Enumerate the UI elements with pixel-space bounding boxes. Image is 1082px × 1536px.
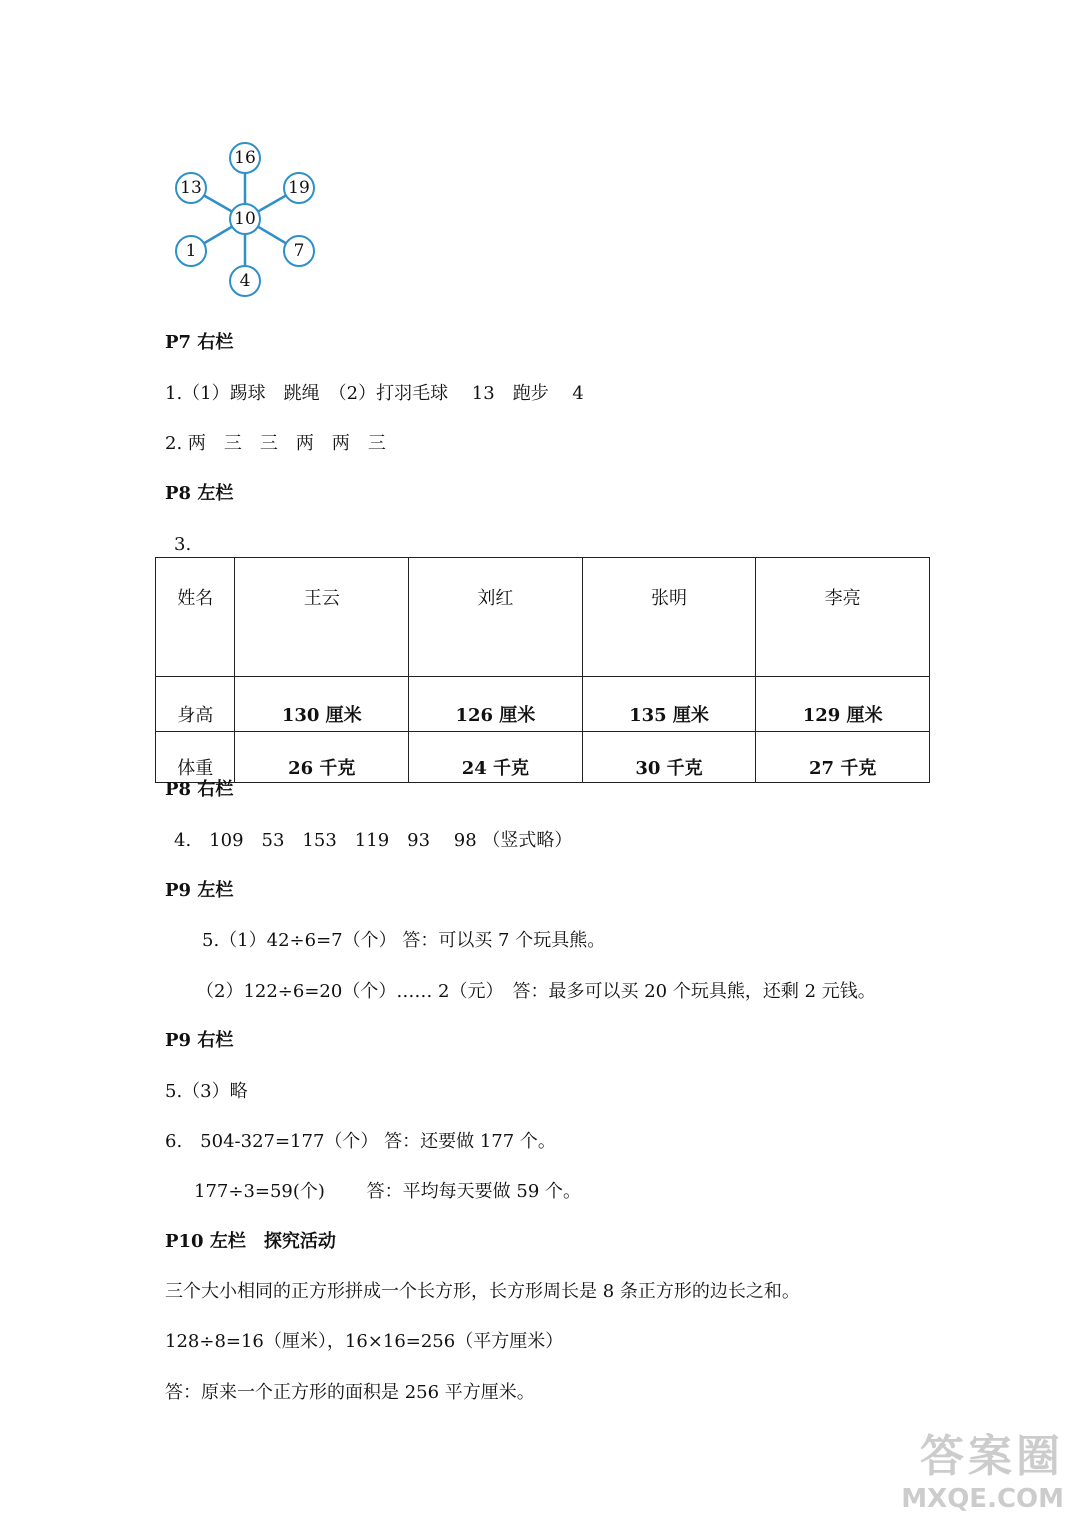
- table-cell: 27 千克: [756, 732, 930, 783]
- outer-node: [230, 143, 260, 173]
- outer-node: [230, 266, 260, 296]
- watermark-url: MXQE.COM: [901, 1484, 1064, 1514]
- answer-line: 2. 两 三 三 两 两 三: [165, 433, 386, 454]
- table-cell: 26 千克: [235, 732, 409, 783]
- outer-node: [176, 173, 206, 203]
- outer-node: [284, 236, 314, 266]
- answer-line: 4. 109 53 153 119 93 98 （竖式略）: [174, 830, 573, 851]
- svg-text:13: 13: [180, 178, 202, 198]
- table-header-cell: 张明: [582, 558, 756, 677]
- table-cell: 130 厘米: [235, 677, 409, 732]
- question-label: 3.: [174, 534, 192, 555]
- svg-text:19: 19: [288, 178, 310, 198]
- answer-line: 128÷8=16（厘米），16×16=256（平方厘米）: [165, 1331, 564, 1352]
- answer-line: 答：原来一个正方形的面积是 256 平方厘米。: [165, 1382, 535, 1403]
- table-row: [156, 677, 930, 732]
- section-heading-p7-right: P7 右栏: [165, 332, 234, 353]
- section-heading-p9-right: P9 右栏: [165, 1030, 234, 1051]
- outer-node: [284, 173, 314, 203]
- number-star-diagram: [168, 140, 328, 305]
- answer-line: 5.（3）略: [165, 1081, 248, 1102]
- table-row: [156, 732, 930, 783]
- section-heading-p8-left: P8 左栏: [165, 483, 234, 504]
- answer-line: 三个大小相同的正方形拼成一个长方形，长方形周长是 8 条正方形的边长之和。: [165, 1281, 800, 1302]
- table-row-label: 体重: [156, 732, 235, 783]
- center-node: [230, 204, 260, 234]
- table-header-cell: 王云: [235, 558, 409, 677]
- svg-text:1: 1: [185, 241, 197, 261]
- table-cell: 24 千克: [409, 732, 583, 783]
- answer-line: 177÷3=59(个) 答：平均每天要做 59 个。: [194, 1181, 581, 1202]
- height-weight-table: [155, 557, 930, 783]
- section-heading-p10-left: P10 左栏 探究活动: [165, 1231, 336, 1252]
- answer-line: 6. 504-327=177（个） 答：还要做 177 个。: [165, 1131, 556, 1152]
- table-header-cell: 姓名: [156, 558, 235, 677]
- table-cell: 129 厘米: [756, 677, 930, 732]
- svg-text:10: 10: [234, 209, 256, 229]
- svg-text:7: 7: [293, 241, 305, 261]
- table-header-cell: 李亮: [756, 558, 930, 677]
- section-heading-p8-right: P8 右栏: [165, 779, 234, 800]
- answer-line: 5.（1）42÷6=7（个） 答：可以买 7 个玩具熊。: [202, 930, 606, 951]
- watermark-logo-text: 答案圈: [920, 1431, 1064, 1482]
- answer-line: （2）122÷6=20（个）…… 2（元） 答：最多可以买 20 个玩具熊，还剩 2 元钱。: [196, 981, 876, 1002]
- table-header-cell: 刘红: [409, 558, 583, 677]
- table-cell: 30 千克: [582, 732, 756, 783]
- table-header-row: [156, 558, 930, 677]
- svg-text:16: 16: [234, 148, 256, 168]
- table-row-label: 身高: [156, 677, 235, 732]
- section-heading-p9-left: P9 左栏: [165, 880, 234, 901]
- answer-line: 1.（1）踢球 跳绳 （2）打羽毛球 13 跑步 4: [165, 383, 584, 404]
- table-cell: 126 厘米: [409, 677, 583, 732]
- table-cell: 135 厘米: [582, 677, 756, 732]
- watermark: [901, 1420, 1064, 1514]
- outer-node: [176, 236, 206, 266]
- svg-text:4: 4: [239, 271, 251, 291]
